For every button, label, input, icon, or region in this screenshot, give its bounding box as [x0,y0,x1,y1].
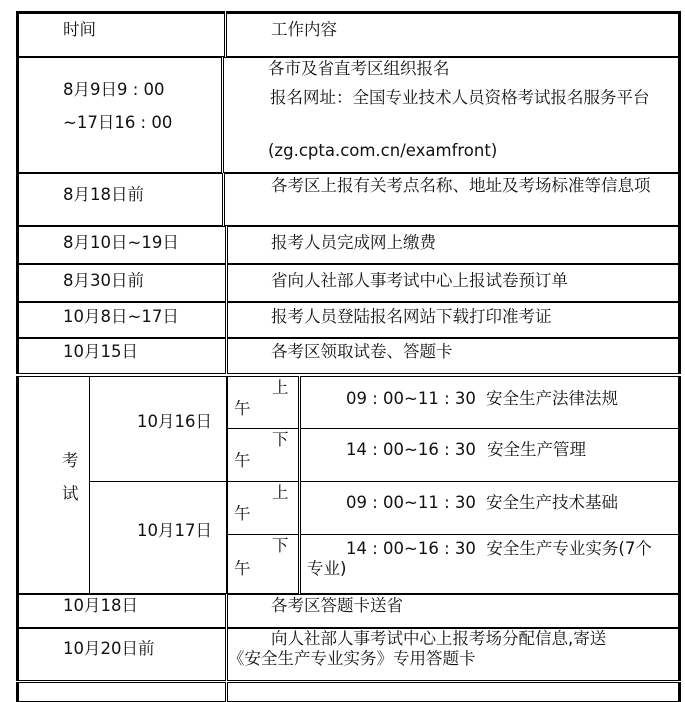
row-after-2-content-line2: 《安全生产专业实务》专用答题卡 [228,649,476,668]
exam-day-2-slot-1-top: 上 [272,483,289,502]
row-3-content-cell [227,226,681,264]
header-content: 工作内容 [271,20,337,39]
exam-day-1-date-cell [89,376,227,482]
row-4-content: 省向人社部人事考试中心上报试卷预订单 [271,271,568,290]
row-2-time: 8月18日前 [63,185,144,204]
row-4-time: 8月30日前 [63,271,144,290]
row-1-time-cell [16,57,222,173]
exam-day-2-session-2-text [307,539,667,579]
exam-day-1-session-1-cell [300,376,681,429]
row-1-content-cell [223,57,681,173]
exam-day-1-slot-2-bottom: 午 [234,451,251,470]
header-content-cell [226,11,681,57]
exam-day-1-slot-2-top: 下 [272,430,289,449]
row-5-time: 10月8日~17日 [63,307,179,326]
row-4-time-cell [16,264,226,302]
exam-day-1-slot-1-top: 上 [272,378,289,397]
exam-day-1-slot-2-cell [227,428,299,482]
row-6-content: 各考区领取试卷、答题卡 [271,342,453,361]
exam-day-2-slot-2-top: 下 [272,536,289,555]
exam-day-2-session-1-cell [300,481,681,535]
row-after-3-content-cell-partial [227,682,681,702]
exam-day-1-slot-1-cell [227,376,299,429]
row-after-2-time-cell [16,628,226,681]
row-after-2-content-line1: 向人社部人事考试中心上报考场分配信息,寄送 [271,629,607,648]
row-after-1-content-cell [227,594,681,628]
exam-label-cell [16,376,90,594]
exam-day-2-session-1-subject: 安全生产技术基础 [486,493,618,512]
exam-day-1-session-2-subject: 安全生产管理 [487,440,586,459]
row-1-content-line2: 报名网址：全国专业技术人员资格考试报名服务平台 [270,88,650,107]
exam-day-2-date: 10月17日 [137,521,212,540]
exam-label-char1: 考 [62,451,79,470]
row-after-1-time-cell [16,594,226,628]
header-time: 时间 [63,20,96,39]
exam-day-2-session-2-subject: 安全生产专业实务(7个专业) [307,539,652,578]
row-1-content-line1: 各市及省直考区组织报名 [268,59,450,78]
exam-day-1-session-1-time: 09 : 00~11 : 30 [346,389,476,408]
exam-day-2-session-2-cell [300,534,681,594]
exam-day-1-date: 10月16日 [137,412,212,431]
row-after-2-content-cell [227,628,681,681]
row-6-content-cell [227,338,681,374]
exam-day-2-slot-1-bottom: 午 [234,504,251,523]
row-after-2-time: 10月20日前 [63,639,155,658]
exam-day-2-slot-2-bottom: 午 [234,559,251,578]
row-5-time-cell [16,302,226,338]
exam-label-char2: 试 [62,484,79,503]
row-after-3-time-cell-partial [16,682,226,702]
exam-day-2-session-2-time: 14 : 00~16 : 30 [346,539,476,558]
row-5-content: 报考人员登陆报名网站下载打印准考证 [271,307,552,326]
row-3-time-cell [16,226,226,264]
row-5-content-cell [227,302,681,338]
row-4-content-cell [227,264,681,302]
exam-day-2-session-1-time: 09 : 00~11 : 30 [346,493,476,512]
exam-day-2-date-cell [89,481,227,594]
row-3-content: 报考人员完成网上缴费 [271,233,436,252]
exam-day-1-slot-1-bottom: 午 [234,399,251,418]
row-6-time-cell [16,338,226,374]
exam-day-1-session-1-subject: 安全生产法律法规 [486,389,618,408]
row-6-time: 10月15日 [63,342,138,361]
row-2-content: 各考区上报有关考点名称、地址及考场标准等信息项 [271,176,651,195]
row-after-1-time: 10月18日 [63,596,138,615]
exam-day-2-slot-1-cell [227,481,299,535]
row-3-time: 8月10日~19日 [63,233,179,252]
row-1-time-line2: ~17日16 : 00 [63,113,173,132]
row-1-time-line1: 8月9日9 : 00 [63,80,165,99]
row-2-content-cell [224,173,681,226]
row-1-content-url: (zg.cpta.com.cn/examfront) [268,141,498,160]
header-time-cell [16,11,225,57]
row-after-1-content: 各考区答题卡送省 [271,596,403,615]
exam-day-1-session-2-time: 14 : 00~16 : 30 [346,440,476,459]
exam-day-2-slot-2-cell [227,534,299,594]
row-2-time-cell [16,173,223,226]
exam-day-1-session-2-cell [300,428,681,482]
